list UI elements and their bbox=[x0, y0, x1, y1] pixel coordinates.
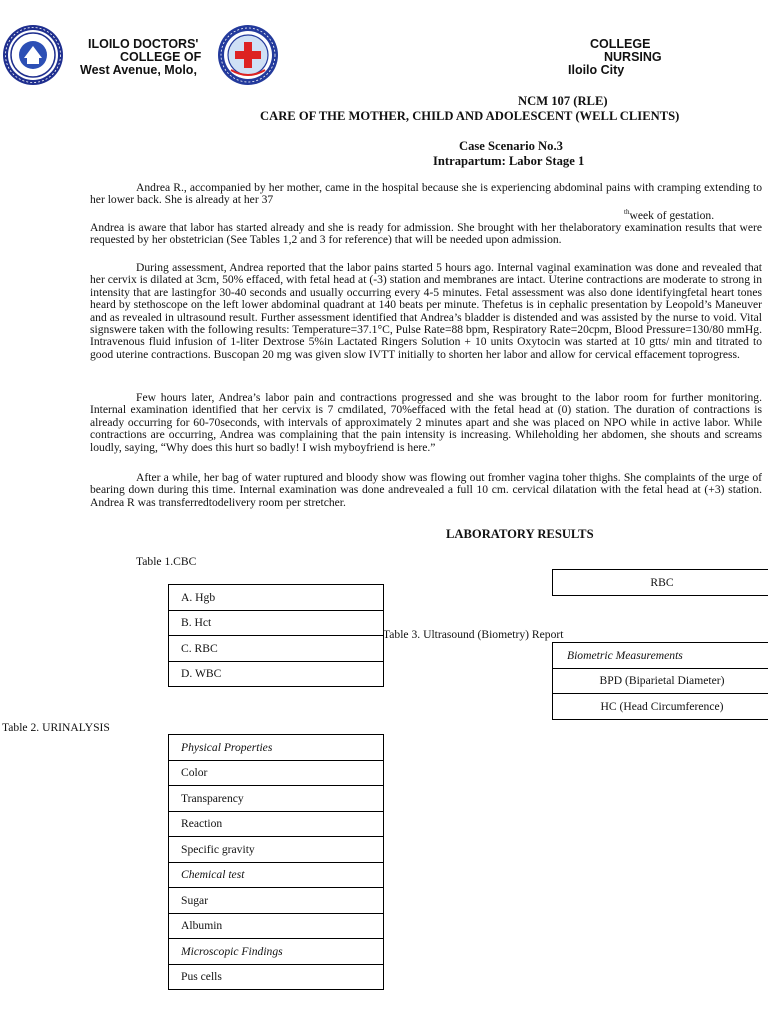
table-row bbox=[169, 786, 384, 812]
nursing-label: NURSING bbox=[604, 50, 662, 64]
urinalysis-cell: Microscopic Findings bbox=[169, 939, 384, 965]
table-row bbox=[169, 610, 384, 636]
table-row bbox=[169, 585, 384, 611]
table1-caption: Table 1.CBC bbox=[136, 555, 197, 568]
urinalysis-cell: Reaction bbox=[169, 811, 384, 837]
ultrasound-table bbox=[552, 642, 768, 720]
gestation-week: $^{th}$week of gestation. bbox=[624, 208, 715, 222]
cbc-cell: C. RBC bbox=[169, 636, 384, 662]
lab-results-heading: LABORATORY RESULTS bbox=[446, 527, 594, 541]
scenario-subtitle: Intrapartum: Labor Stage 1 bbox=[433, 154, 585, 168]
table-row bbox=[169, 760, 384, 786]
table-row bbox=[553, 570, 768, 596]
college-label: COLLEGE bbox=[590, 37, 651, 51]
school-name-line1: ILOILO DOCTORS' bbox=[88, 37, 199, 51]
table-row bbox=[169, 661, 384, 687]
paragraph-1: Andrea R., accompanied by her mother, came in the hospital because she is experiencing abdominal pains with cramping extending to her lower back. She is already at her 37 bbox=[90, 181, 762, 207]
urinalysis-cell: Physical Properties bbox=[169, 735, 384, 761]
ultrasound-cell: BPD (Biparietal Diameter) bbox=[553, 668, 768, 694]
city-label: Iloilo City bbox=[568, 63, 625, 77]
paragraph-4: Few hours later, Andrea’s labor pain and contractions progressed and she was brought to the labor room for further monitoring. Internal examination identified that her cervix is 7 cmdilated, 70%effaced with the fetal head at (0) station. The duration of contractions is already occurring for 60-70seconds, with intervals of approximately 2 minutes apart and she was placed on NPO while in active labor. While contractions are occurring, Andrea was complaining that the pain intensity is increasing. Whileholding her abdomen, she shouts and screams loudly, saying, “Why does this hurt so badly! I wish myboyfriend is here.” bbox=[90, 391, 762, 454]
course-code: NCM 107 (RLE) bbox=[518, 94, 608, 108]
table-row bbox=[553, 694, 768, 720]
table-row bbox=[169, 735, 384, 761]
paragraph-3: During assessment, Andrea reported that the labor pains started 5 hours ago. Internal vaginal examination was done and revealed that her cervix is dilated at 3cm, 50% effaced, with fetal head at (-3) station and membranes are intact. Uterine contractions are moderate to strong in intensity that are lastingfor 30-40 seconds and usually occurring every 4-5 minutes. Fetal assessment was also done identifyingfetal heart tones heard by stethoscope on the left lower abdominal quadrant at 140 beats per minute. Thefetus is in cephalic presentation by Leopold’s Maneuver and as revealed in ultrasound result. Further assessment identified that Andrea’s bladder is distended and was assisted by the nurse to void. Vital signswere taken with the following results: Temperature=37.1°C, Pulse Rate=88 bpm, Respiratory Rate=20cpm, Blood Pressure=130/80 mmHg. Intravenous fluid infusion of 1-liter Dextrose 5%in Lactated Ringers Solution + 10 units Oxytocin was started at 10 gtts/ min and titrated to good uterine contractions. Buscopan 20 mg was given slow IVTT initially to shorten her labor and allow for cervical effacement toprogress. bbox=[90, 261, 762, 361]
case-scenario: Case Scenario No.3 bbox=[459, 139, 563, 153]
table-row bbox=[553, 668, 768, 694]
urinalysis-cell: Pus cells bbox=[169, 964, 384, 990]
rbc-cell: RBC bbox=[553, 570, 768, 596]
paragraph-5: After a while, her bag of water ruptured and bloody show was flowing out fromher vagina toher thighs. She complaints of the urge of bearing down during this time. Internal examination was done andrevealed a full 10 cm. cervical dilatation with the fetal head at (+3) station. Andrea R was transferredtodelivery room per stretcher. bbox=[90, 471, 762, 509]
paragraph-2: Andrea is aware that labor has started already and she is ready for admission. She brought with her thelaboratory examination results that were requested by her obstetrician (See Tables 1,2 and 3 for reference) that will be needed upon admission. bbox=[90, 221, 762, 247]
school-name-line2: COLLEGE OF bbox=[120, 50, 202, 64]
school-address: West Avenue, Molo, bbox=[80, 63, 197, 77]
table-row bbox=[169, 888, 384, 914]
table-row bbox=[169, 964, 384, 990]
table2-caption: Table 2. URINALYSIS bbox=[2, 721, 110, 734]
cbc-table bbox=[168, 584, 384, 687]
table-row bbox=[169, 862, 384, 888]
urinalysis-cell: Transparency bbox=[169, 786, 384, 812]
table-row bbox=[553, 643, 768, 669]
table-row bbox=[169, 811, 384, 837]
college-seal-left-icon bbox=[2, 24, 64, 86]
urinalysis-cell: Albumin bbox=[169, 913, 384, 939]
urinalysis-cell: Color bbox=[169, 760, 384, 786]
cbc-cell: A. Hgb bbox=[169, 585, 384, 611]
table-row bbox=[169, 837, 384, 863]
course-title: CARE OF THE MOTHER, CHILD AND ADOLESCENT (WELL CLIENTS) bbox=[260, 109, 680, 123]
urinalysis-table bbox=[168, 734, 384, 990]
ultrasound-header: Biometric Measurements bbox=[553, 643, 768, 669]
cbc-cell: D. WBC bbox=[169, 661, 384, 687]
urinalysis-cell: Specific gravity bbox=[169, 837, 384, 863]
nursing-seal-icon bbox=[217, 24, 279, 86]
urinalysis-cell: Sugar bbox=[169, 888, 384, 914]
table-row bbox=[169, 636, 384, 662]
table-row bbox=[169, 939, 384, 965]
cbc-cell: B. Hct bbox=[169, 610, 384, 636]
ultrasound-cell: HC (Head Circumference) bbox=[553, 694, 768, 720]
table3-caption: Table 3. Ultrasound (Biometry) Report bbox=[383, 628, 564, 641]
table-row bbox=[169, 913, 384, 939]
rbc-box bbox=[552, 569, 768, 596]
urinalysis-cell: Chemical test bbox=[169, 862, 384, 888]
